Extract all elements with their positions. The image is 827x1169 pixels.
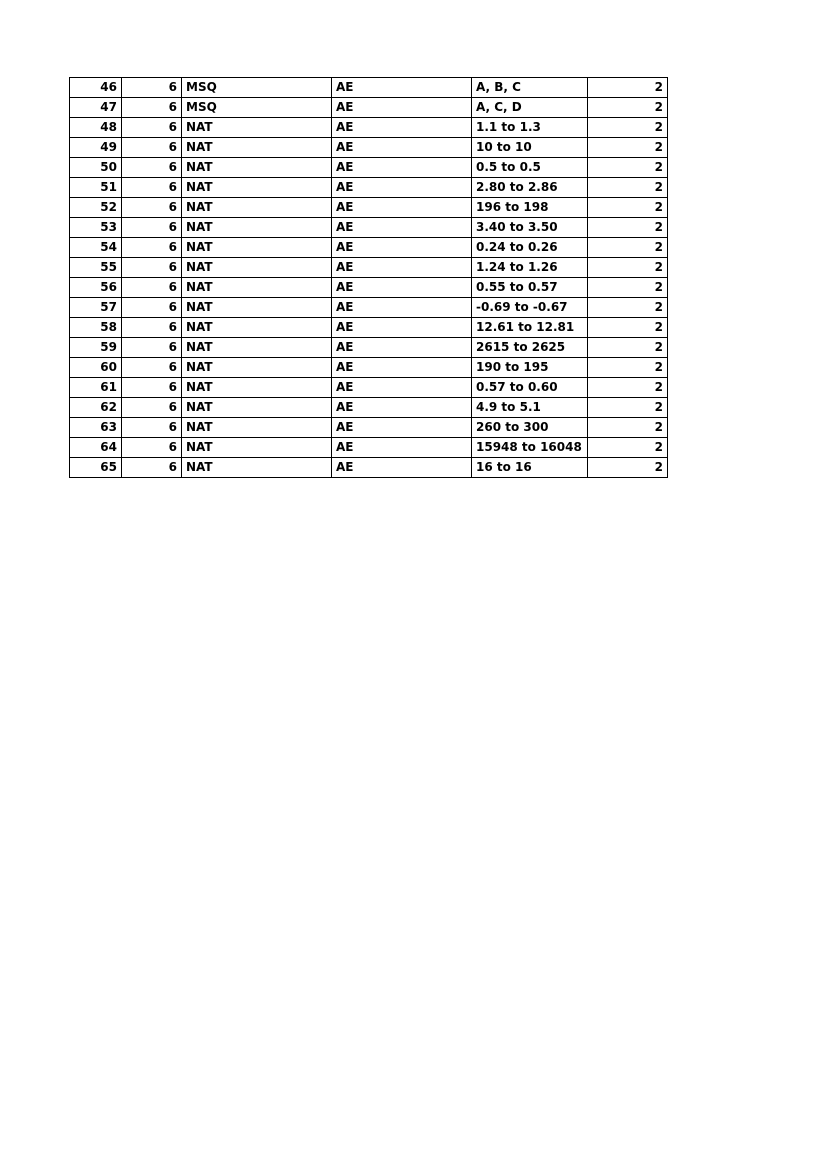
table-cell-marks: 2 xyxy=(588,358,668,378)
table-cell-qno: 63 xyxy=(70,418,122,438)
table-cell-answer: A, C, D xyxy=(472,98,588,118)
table-cell-code: AE xyxy=(332,358,472,378)
table-row xyxy=(70,138,668,158)
table-cell-qno: 46 xyxy=(70,78,122,98)
table-cell-section: 6 xyxy=(122,198,182,218)
table-cell-marks: 2 xyxy=(588,218,668,238)
table-cell-qtype: NAT xyxy=(182,438,332,458)
table-cell-qno: 53 xyxy=(70,218,122,238)
table-cell-section: 6 xyxy=(122,138,182,158)
table-cell-qtype: NAT xyxy=(182,218,332,238)
table-cell-code: AE xyxy=(332,438,472,458)
table-cell-qno: 64 xyxy=(70,438,122,458)
table-cell-section: 6 xyxy=(122,458,182,478)
table-cell-code: AE xyxy=(332,338,472,358)
table-cell-section: 6 xyxy=(122,398,182,418)
table-row xyxy=(70,238,668,258)
table-cell-qtype: MSQ xyxy=(182,98,332,118)
table-cell-qno: 54 xyxy=(70,238,122,258)
table-cell-marks: 2 xyxy=(588,298,668,318)
table-cell-code: AE xyxy=(332,78,472,98)
table-cell-code: AE xyxy=(332,238,472,258)
table-cell-answer: 15948 to 16048 xyxy=(472,438,588,458)
table-row xyxy=(70,278,668,298)
table-cell-section: 6 xyxy=(122,338,182,358)
table-cell-qno: 58 xyxy=(70,318,122,338)
table-row xyxy=(70,98,668,118)
table-cell-answer: 0.24 to 0.26 xyxy=(472,238,588,258)
table-cell-answer: 190 to 195 xyxy=(472,358,588,378)
table-cell-section: 6 xyxy=(122,98,182,118)
table-cell-qtype: NAT xyxy=(182,398,332,418)
table-cell-qno: 57 xyxy=(70,298,122,318)
table-cell-marks: 2 xyxy=(588,438,668,458)
table-cell-answer: A, B, C xyxy=(472,78,588,98)
table-cell-code: AE xyxy=(332,198,472,218)
table-cell-qno: 48 xyxy=(70,118,122,138)
table-cell-answer: 10 to 10 xyxy=(472,138,588,158)
table-cell-marks: 2 xyxy=(588,318,668,338)
table-cell-marks: 2 xyxy=(588,398,668,418)
table-cell-marks: 2 xyxy=(588,138,668,158)
table-cell-qno: 62 xyxy=(70,398,122,418)
table-row xyxy=(70,178,668,198)
table-cell-qno: 59 xyxy=(70,338,122,358)
table-cell-code: AE xyxy=(332,158,472,178)
table-row xyxy=(70,378,668,398)
table-body xyxy=(70,78,668,478)
table-cell-marks: 2 xyxy=(588,98,668,118)
table-cell-qtype: NAT xyxy=(182,138,332,158)
table-cell-code: AE xyxy=(332,218,472,238)
table-cell-code: AE xyxy=(332,398,472,418)
table-cell-answer: 0.55 to 0.57 xyxy=(472,278,588,298)
table-cell-section: 6 xyxy=(122,438,182,458)
table-cell-code: AE xyxy=(332,298,472,318)
table-row xyxy=(70,458,668,478)
table-cell-qno: 61 xyxy=(70,378,122,398)
table-cell-section: 6 xyxy=(122,378,182,398)
table-cell-qtype: NAT xyxy=(182,158,332,178)
table-cell-qno: 47 xyxy=(70,98,122,118)
table-row xyxy=(70,118,668,138)
table-cell-qno: 51 xyxy=(70,178,122,198)
table-cell-qtype: NAT xyxy=(182,278,332,298)
table-cell-section: 6 xyxy=(122,418,182,438)
table-cell-qno: 60 xyxy=(70,358,122,378)
table-cell-section: 6 xyxy=(122,158,182,178)
table-cell-qtype: NAT xyxy=(182,238,332,258)
table-row xyxy=(70,358,668,378)
table-cell-section: 6 xyxy=(122,258,182,278)
table-cell-marks: 2 xyxy=(588,198,668,218)
table-cell-qtype: NAT xyxy=(182,198,332,218)
table-row xyxy=(70,298,668,318)
table-row xyxy=(70,418,668,438)
table-cell-qno: 55 xyxy=(70,258,122,278)
table-cell-marks: 2 xyxy=(588,378,668,398)
table-cell-qno: 50 xyxy=(70,158,122,178)
table-cell-section: 6 xyxy=(122,238,182,258)
table-cell-answer: 0.5 to 0.5 xyxy=(472,158,588,178)
table-cell-answer: 196 to 198 xyxy=(472,198,588,218)
table-row xyxy=(70,338,668,358)
table-cell-section: 6 xyxy=(122,358,182,378)
table-cell-code: AE xyxy=(332,98,472,118)
table-cell-qtype: NAT xyxy=(182,178,332,198)
table-cell-section: 6 xyxy=(122,278,182,298)
table-cell-qtype: NAT xyxy=(182,458,332,478)
table-row xyxy=(70,218,668,238)
table-cell-section: 6 xyxy=(122,298,182,318)
table-cell-answer: 12.61 to 12.81 xyxy=(472,318,588,338)
table-cell-answer: 0.57 to 0.60 xyxy=(472,378,588,398)
table-cell-answer: -0.69 to -0.67 xyxy=(472,298,588,318)
table-cell-marks: 2 xyxy=(588,158,668,178)
table-cell-qtype: NAT xyxy=(182,418,332,438)
table-row xyxy=(70,318,668,338)
table-row xyxy=(70,78,668,98)
table-cell-answer: 3.40 to 3.50 xyxy=(472,218,588,238)
table-cell-qtype: NAT xyxy=(182,118,332,138)
table-cell-qno: 52 xyxy=(70,198,122,218)
table-cell-qno: 49 xyxy=(70,138,122,158)
table-cell-code: AE xyxy=(332,418,472,438)
table-cell-code: AE xyxy=(332,118,472,138)
table-cell-code: AE xyxy=(332,278,472,298)
table-cell-section: 6 xyxy=(122,318,182,338)
table-cell-qtype: NAT xyxy=(182,378,332,398)
table-cell-answer: 1.24 to 1.26 xyxy=(472,258,588,278)
table-cell-code: AE xyxy=(332,458,472,478)
table-cell-code: AE xyxy=(332,258,472,278)
table-cell-section: 6 xyxy=(122,118,182,138)
table-row xyxy=(70,198,668,218)
table-cell-marks: 2 xyxy=(588,278,668,298)
table-cell-qno: 65 xyxy=(70,458,122,478)
table-cell-code: AE xyxy=(332,138,472,158)
table-cell-answer: 4.9 to 5.1 xyxy=(472,398,588,418)
table-cell-qno: 56 xyxy=(70,278,122,298)
table-cell-qtype: NAT xyxy=(182,318,332,338)
table-cell-qtype: NAT xyxy=(182,338,332,358)
table-cell-marks: 2 xyxy=(588,238,668,258)
table-cell-marks: 2 xyxy=(588,118,668,138)
table-cell-qtype: MSQ xyxy=(182,78,332,98)
table-cell-answer: 2.80 to 2.86 xyxy=(472,178,588,198)
answer-key-table xyxy=(69,77,668,478)
table-cell-answer: 16 to 16 xyxy=(472,458,588,478)
table-cell-section: 6 xyxy=(122,78,182,98)
table-cell-code: AE xyxy=(332,318,472,338)
table-cell-marks: 2 xyxy=(588,258,668,278)
table-cell-code: AE xyxy=(332,378,472,398)
table-row xyxy=(70,158,668,178)
table-cell-section: 6 xyxy=(122,218,182,238)
table-row xyxy=(70,398,668,418)
table-cell-answer: 2615 to 2625 xyxy=(472,338,588,358)
table-cell-qtype: NAT xyxy=(182,298,332,318)
table-cell-section: 6 xyxy=(122,178,182,198)
table-cell-marks: 2 xyxy=(588,178,668,198)
table-cell-qtype: NAT xyxy=(182,258,332,278)
table-row xyxy=(70,258,668,278)
table-cell-marks: 2 xyxy=(588,458,668,478)
table-cell-answer: 1.1 to 1.3 xyxy=(472,118,588,138)
table-cell-marks: 2 xyxy=(588,338,668,358)
table-cell-marks: 2 xyxy=(588,78,668,98)
table-cell-marks: 2 xyxy=(588,418,668,438)
table-row xyxy=(70,438,668,458)
table-cell-answer: 260 to 300 xyxy=(472,418,588,438)
table-cell-code: AE xyxy=(332,178,472,198)
table-cell-qtype: NAT xyxy=(182,358,332,378)
